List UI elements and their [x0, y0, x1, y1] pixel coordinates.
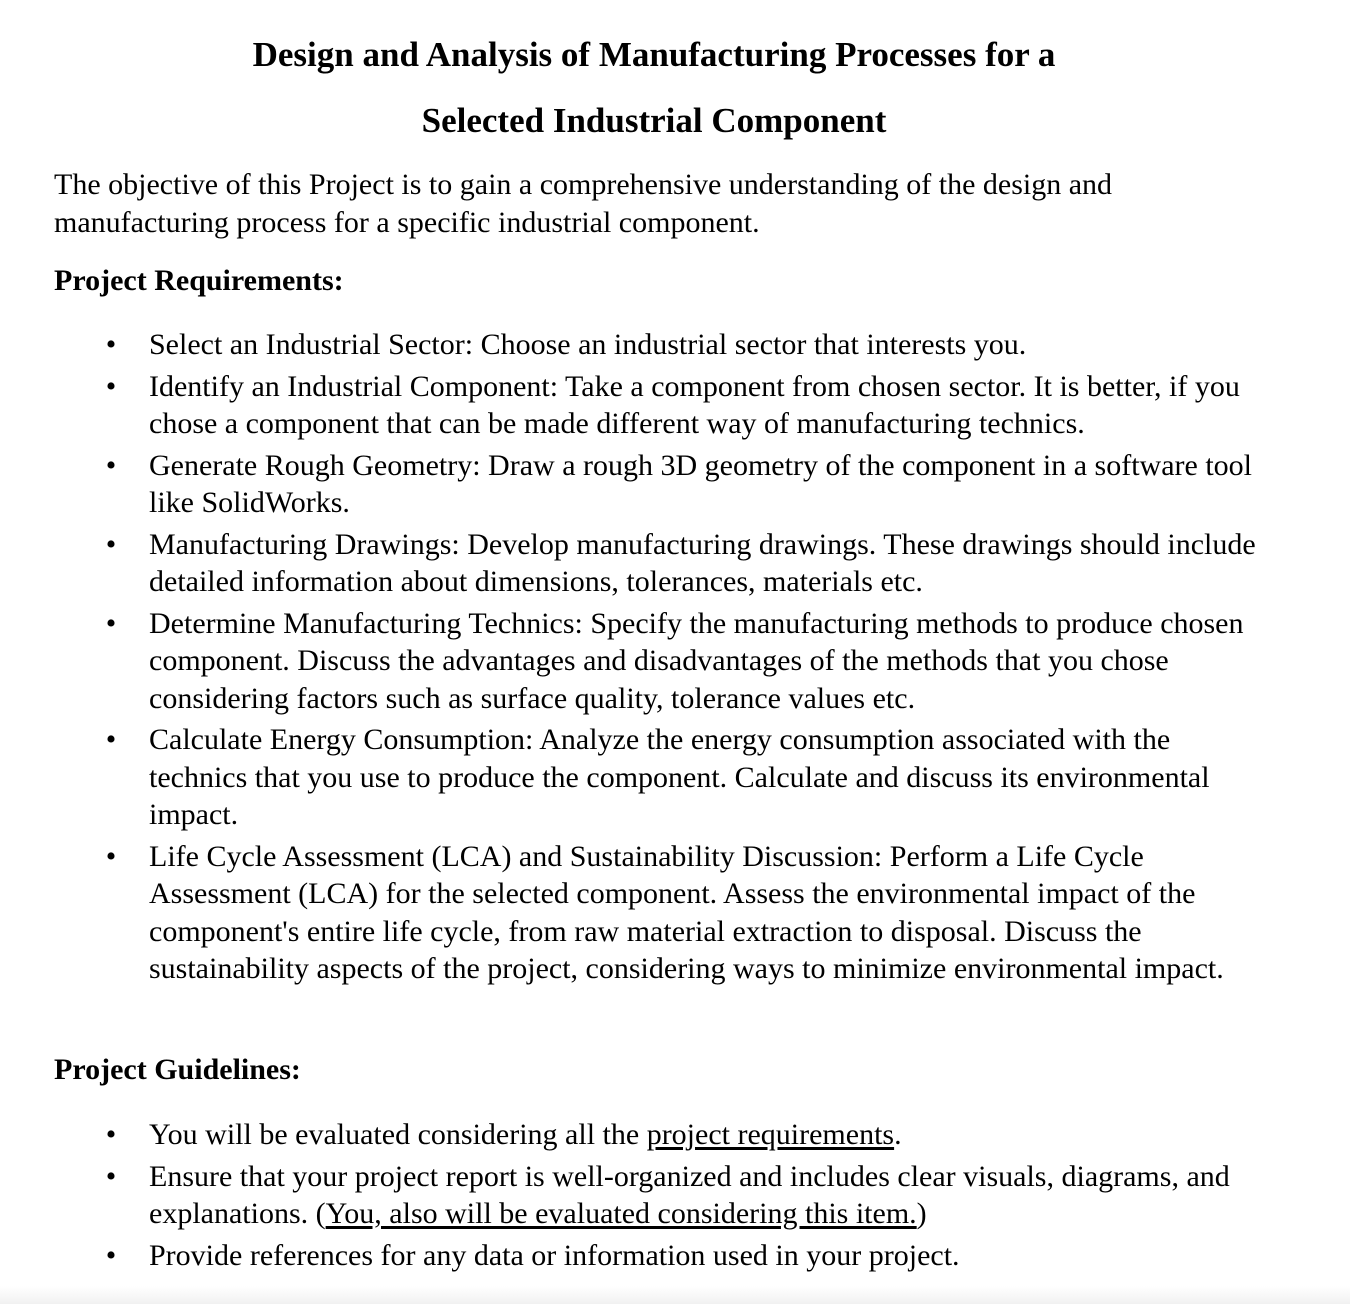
list-item-text: Life Cycle Assessment (LCA) and Sustainability Discussion: Perform a Life Cycle Assessment (LCA) for the selected component. Assess the environmental impact of the component's entire life cycle, from raw material extraction to disposal. Discuss the sustainability aspects of the project, considering ways to minimize environmental impact. [149, 839, 1224, 985]
bullet-icon: • [105, 369, 117, 403]
list-item [0, 1237, 1259, 1275]
bullet-icon: • [105, 1238, 117, 1272]
list-item-text-before: Ensure that your project report is well-organized and includes clear visuals, diagrams, and explanations. ( [149, 1159, 1230, 1230]
bullet-icon: • [105, 328, 117, 361]
document-title-line-1: Design and Analysis of Manufacturing Processes for a [252, 35, 1056, 74]
list-item [0, 1158, 1259, 1233]
list-item-text: Determine Manufacturing Technics: Specify the manufacturing methods to produce chosen component. Discuss the advantages and disadvantages of the methods that you chose considering factors such as surface quality, tolerance values etc. [149, 606, 1244, 715]
intro-paragraph: The objective of this Project is to gain a comprehensive understanding of the design and manufacturing process for a specific industrial component. [54, 168, 1113, 239]
bullet-icon: • [105, 839, 117, 873]
list-item-text-after: ) [916, 1197, 927, 1230]
guidelines-list [0, 1116, 1300, 1278]
bullet-icon: • [105, 527, 117, 561]
guidelines-heading: Project Guidelines: [54, 1053, 301, 1086]
list-item-text-after: . [894, 1118, 902, 1151]
list-item [0, 1116, 1259, 1154]
underlined-text: project requirements [646, 1118, 895, 1151]
list-item [0, 526, 1259, 601]
list-item [0, 838, 1259, 988]
bullet-icon: • [105, 1159, 117, 1193]
list-item [0, 605, 1259, 718]
list-item-text-before: You will be evaluated considering all the [149, 1118, 647, 1151]
bullet-icon: • [105, 606, 117, 640]
bullet-icon: • [105, 448, 117, 482]
list-item [0, 368, 1259, 443]
document-title-line-2: Selected Industrial Component [421, 101, 887, 140]
page-bottom-edge [0, 1286, 1350, 1304]
list-item-text: Calculate Energy Consumption: Analyze the energy consumption associated with the technics that you use to produce the component. Calculate and discuss its environmental impact. [149, 723, 1210, 831]
list-item [0, 721, 1259, 834]
list-item-text: Generate Rough Geometry: Draw a rough 3D geometry of the component in a software tool like SolidWorks. [149, 448, 1252, 519]
underlined-text: You, also will be evaluated considering this item. [325, 1197, 917, 1230]
list-item-text: Select an Industrial Sector: Choose an industrial sector that interests you. [149, 328, 1027, 361]
bullet-icon: • [105, 1118, 117, 1151]
bullet-icon: • [105, 723, 117, 756]
list-item-text: Manufacturing Drawings: Develop manufacturing drawings. These drawings should include detailed information about dimensions, tolerances, materials etc. [149, 527, 1256, 598]
list-item [0, 447, 1259, 522]
list-item-text: Identify an Industrial Component: Take a component from chosen sector. It is better, if you chose a component that can be made different way of manufacturing technics. [149, 369, 1240, 440]
list-item [0, 326, 1259, 364]
requirements-list [0, 326, 1300, 992]
requirements-heading: Project Requirements: [54, 264, 344, 297]
list-item-text: Provide references for any data or information used in your project. [149, 1238, 960, 1272]
